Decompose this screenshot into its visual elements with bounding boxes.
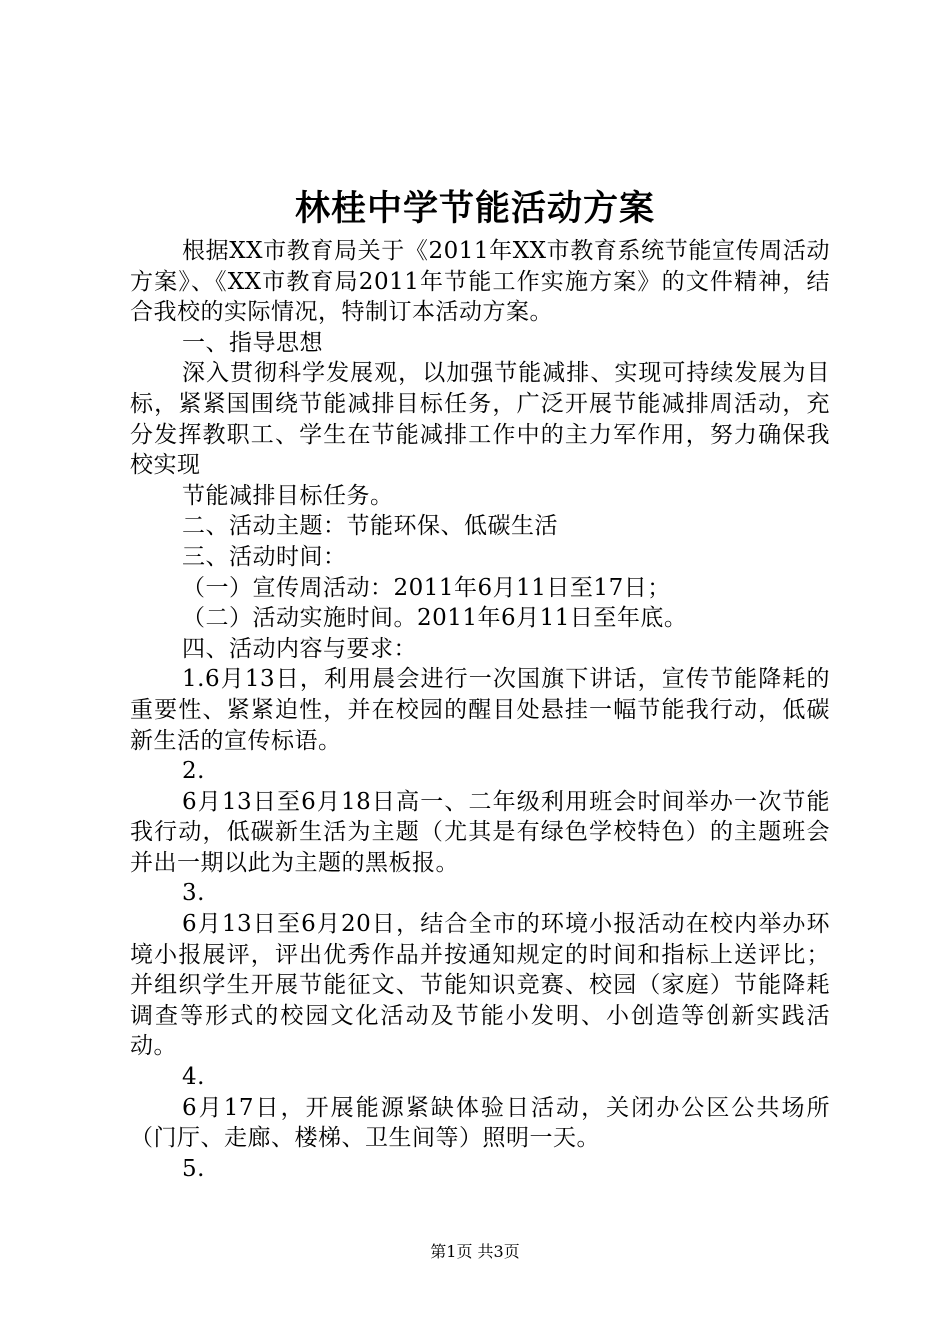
paragraph-guiding-ideology: 深入贯彻科学发展观，以加强节能减排、实现可持续发展为目标，紧紧国围绕节能减排目标任务，广泛开展节能减排周活动，充分发挥教职工、学生在节能减排工作中的主力军作用，努力确保我校实现	[130, 360, 830, 479]
item-3: 6月13日至6月20日，结合全市的环境小报活动在校内举办环境小报展评，评出优秀作品并按通知规定的时间和指标上送评比；并组织学生开展节能征文、节能知识竞赛、校园（家庭）节能降耗调查等形式的校园文化活动及节能小发明、小创造等创新实践活动。	[130, 911, 830, 1060]
item-2-number: 2.	[182, 758, 205, 785]
item-5-number: 5.	[182, 1155, 205, 1182]
page-footer: 第1页 共3页	[430, 1242, 520, 1261]
heading-guiding-ideology: 一、指导思想	[182, 329, 323, 356]
item-publicity-week: （一）宣传周活动：2011年6月11日至17日；	[182, 574, 671, 601]
heading-activity-theme: 二、活动主题：节能环保、低碳生活	[182, 513, 558, 540]
document-body	[130, 236, 830, 1184]
heading-activity-content: 四、活动内容与要求：	[182, 635, 417, 662]
item-4: 6月17日，开展能源紧缺体验日活动，关闭办公区公共场所（门厅、走廊、楼梯、卫生间等）照明一天。	[130, 1094, 830, 1152]
item-4-number: 4.	[182, 1064, 205, 1091]
document-title: 林桂中学节能活动方案	[294, 188, 655, 229]
paragraph-intro: 根据XX市教育局关于《2011年XX市教育系统节能宣传周活动方案》、《XX市教育局2011年节能工作实施方案》的文件精神，结合我校的实际情况，特制订本活动方案。	[130, 238, 830, 326]
item-implementation-time: （二）活动实施时间。2011年6月11日至年底。	[182, 605, 688, 632]
heading-activity-time: 三、活动时间：	[182, 543, 347, 570]
paragraph-continuation: 节能减排目标任务。	[182, 482, 394, 509]
item-1: 1.6月13日，利用晨会进行一次国旗下讲话，宣传节能降耗的重要性、紧紧迫性，并在校园的醒目处悬挂一幅节能我行动，低碳新生活的宣传标语。	[130, 666, 830, 754]
item-2: 6月13日至6月18日高一、二年级利用班会时间举办一次节能我行动，低碳新生活为主题（尤其是有绿色学校特色）的主题班会并出一期以此为主题的黑板报。	[130, 788, 830, 876]
item-3-number: 3.	[182, 880, 205, 907]
